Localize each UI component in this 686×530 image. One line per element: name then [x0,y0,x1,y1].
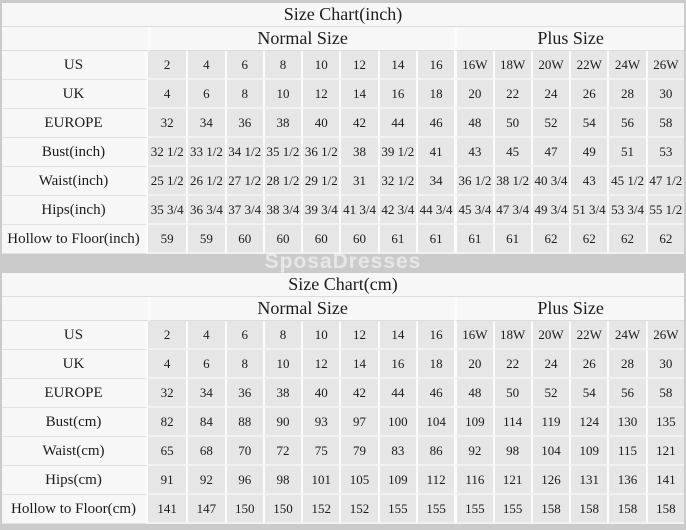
value-cell: 22W [569,51,607,80]
value-cell: 47 [531,138,569,167]
value-cell: 155 [416,495,454,524]
value-cell: 39 1/2 [378,138,416,167]
value-cell: 44 3/4 [416,196,454,225]
value-cell: 6 [186,350,224,379]
value-cell: 18W [493,321,531,350]
value-cell: 56 [607,379,645,408]
value-cell: 47 3/4 [493,196,531,225]
value-cell: 62 [646,225,684,254]
value-cell: 49 [569,138,607,167]
table-row [2,80,684,109]
value-cell: 42 [339,379,377,408]
value-cell: 20 [454,80,492,109]
value-cell: 60 [339,225,377,254]
value-cell: 4 [186,51,224,80]
value-cell: 32 1/2 [148,138,186,167]
row-label: Hips(inch) [2,196,148,225]
value-cell: 112 [416,466,454,495]
value-cell: 109 [454,408,492,437]
value-cell: 141 [148,495,186,524]
table-row [2,321,684,350]
value-cell: 18 [416,350,454,379]
value-cell: 55 1/2 [646,196,684,225]
value-cell: 24W [607,321,645,350]
value-cell: 62 [569,225,607,254]
value-cell: 158 [531,495,569,524]
value-cell: 116 [454,466,492,495]
value-cell: 25 1/2 [148,167,186,196]
value-cell: 126 [531,466,569,495]
row-label: Waist(inch) [2,167,148,196]
value-cell: 56 [607,109,645,138]
value-cell: 155 [378,495,416,524]
value-cell: 12 [301,350,339,379]
row-label: UK [2,350,148,379]
value-cell: 31 [339,167,377,196]
value-cell: 30 [646,80,684,109]
size-chart-cm-table [2,273,684,524]
table-row [2,379,684,408]
value-cell: 24W [607,51,645,80]
value-cell: 82 [148,408,186,437]
value-cell: 60 [225,225,263,254]
value-cell: 54 [569,109,607,138]
value-cell: 136 [607,466,645,495]
value-cell: 68 [186,437,224,466]
value-cell: 14 [378,51,416,80]
row-label: EUROPE [2,109,148,138]
value-cell: 28 [607,80,645,109]
value-cell: 44 [378,379,416,408]
value-cell: 22 [493,350,531,379]
value-cell: 70 [225,437,263,466]
value-cell: 119 [531,408,569,437]
value-cell: 46 [416,379,454,408]
value-cell: 8 [225,80,263,109]
value-cell: 32 [148,379,186,408]
value-cell: 147 [186,495,224,524]
value-cell: 155 [493,495,531,524]
value-cell: 14 [378,321,416,350]
value-cell: 26 1/2 [186,167,224,196]
value-cell: 141 [646,466,684,495]
value-cell: 24 [531,350,569,379]
value-cell: 26 [569,350,607,379]
value-cell: 59 [186,225,224,254]
value-cell: 35 3/4 [148,196,186,225]
value-cell: 41 [416,138,454,167]
value-cell: 62 [607,225,645,254]
value-cell: 32 1/2 [378,167,416,196]
value-cell: 10 [263,350,301,379]
value-cell: 150 [225,495,263,524]
value-cell: 121 [646,437,684,466]
value-cell: 121 [493,466,531,495]
table-row [2,138,684,167]
value-cell: 90 [263,408,301,437]
value-cell: 75 [301,437,339,466]
value-cell: 8 [263,51,301,80]
value-cell: 16W [454,51,492,80]
value-cell: 84 [186,408,224,437]
corner-cell [2,297,148,321]
value-cell: 109 [378,466,416,495]
value-cell: 45 [493,138,531,167]
table-title: Size Chart(cm) [2,273,684,297]
column-group-row [2,27,684,51]
value-cell: 10 [301,51,339,80]
table-row [2,51,684,80]
value-cell: 50 [493,379,531,408]
value-cell: 60 [263,225,301,254]
value-cell: 40 [301,109,339,138]
value-cell: 88 [225,408,263,437]
value-cell: 61 [416,225,454,254]
value-cell: 51 3/4 [569,196,607,225]
value-cell: 36 [225,109,263,138]
value-cell: 20 [454,350,492,379]
row-label: Bust(cm) [2,408,148,437]
value-cell: 100 [378,408,416,437]
value-cell: 65 [148,437,186,466]
row-label: Bust(inch) [2,138,148,167]
value-cell: 45 3/4 [454,196,492,225]
table-row [2,466,684,495]
value-cell: 48 [454,379,492,408]
value-cell: 2 [148,51,186,80]
group-normal-size: Normal Size [148,297,454,321]
value-cell: 8 [225,350,263,379]
value-cell: 38 [339,138,377,167]
value-cell: 152 [339,495,377,524]
value-cell: 91 [148,466,186,495]
value-cell: 72 [263,437,301,466]
value-cell: 35 1/2 [263,138,301,167]
value-cell: 61 [493,225,531,254]
value-cell: 44 [378,109,416,138]
value-cell: 16 [378,80,416,109]
value-cell: 26W [646,321,684,350]
value-cell: 52 [531,379,569,408]
value-cell: 155 [454,495,492,524]
value-cell: 40 [301,379,339,408]
value-cell: 61 [378,225,416,254]
value-cell: 30 [646,350,684,379]
value-cell: 86 [416,437,454,466]
group-plus-size: Plus Size [454,297,684,321]
group-plus-size: Plus Size [454,27,684,51]
table-row [2,408,684,437]
value-cell: 104 [531,437,569,466]
value-cell: 96 [225,466,263,495]
value-cell: 40 3/4 [531,167,569,196]
value-cell: 130 [607,408,645,437]
value-cell: 38 1/2 [493,167,531,196]
value-cell: 83 [378,437,416,466]
value-cell: 38 [263,109,301,138]
value-cell: 152 [301,495,339,524]
value-cell: 62 [531,225,569,254]
group-normal-size: Normal Size [148,27,454,51]
value-cell: 36 [225,379,263,408]
value-cell: 18W [493,51,531,80]
row-label: EUROPE [2,379,148,408]
value-cell: 105 [339,466,377,495]
row-label: Hollow to Floor(inch) [2,225,148,254]
value-cell: 42 [339,109,377,138]
value-cell: 53 [646,138,684,167]
value-cell: 135 [646,408,684,437]
value-cell: 59 [148,225,186,254]
table-row [2,109,684,138]
value-cell: 61 [454,225,492,254]
row-label: US [2,321,148,350]
value-cell: 4 [148,80,186,109]
value-cell: 92 [186,466,224,495]
value-cell: 115 [607,437,645,466]
value-cell: 42 3/4 [378,196,416,225]
value-cell: 39 3/4 [301,196,339,225]
value-cell: 29 1/2 [301,167,339,196]
value-cell: 36 3/4 [186,196,224,225]
value-cell: 52 [531,109,569,138]
row-label: UK [2,80,148,109]
value-cell: 16 [416,51,454,80]
value-cell: 32 [148,109,186,138]
value-cell: 43 [569,167,607,196]
value-cell: 27 1/2 [225,167,263,196]
value-cell: 48 [454,109,492,138]
value-cell: 158 [607,495,645,524]
value-cell: 45 1/2 [607,167,645,196]
value-cell: 41 3/4 [339,196,377,225]
value-cell: 104 [416,408,454,437]
value-cell: 10 [263,80,301,109]
row-label: Hips(cm) [2,466,148,495]
corner-cell [2,27,148,51]
table-row [2,225,684,254]
value-cell: 12 [301,80,339,109]
value-cell: 51 [607,138,645,167]
value-cell: 124 [569,408,607,437]
table-row [2,350,684,379]
value-cell: 16 [416,321,454,350]
value-cell: 58 [646,379,684,408]
value-cell: 16 [378,350,416,379]
value-cell: 26 [569,80,607,109]
value-cell: 14 [339,80,377,109]
value-cell: 16W [454,321,492,350]
value-cell: 4 [186,321,224,350]
table-row [2,437,684,466]
watermark-text: SposaDresses [264,250,422,273]
value-cell: 24 [531,80,569,109]
value-cell: 54 [569,379,607,408]
value-cell: 38 [263,379,301,408]
value-cell: 12 [339,51,377,80]
value-cell: 158 [646,495,684,524]
value-cell: 8 [263,321,301,350]
value-cell: 22 [493,80,531,109]
table-row [2,196,684,225]
value-cell: 131 [569,466,607,495]
value-cell: 20W [531,51,569,80]
value-cell: 97 [339,408,377,437]
table-title-row [2,273,684,297]
value-cell: 6 [225,51,263,80]
value-cell: 4 [148,350,186,379]
value-cell: 12 [339,321,377,350]
value-cell: 33 1/2 [186,138,224,167]
value-cell: 101 [301,466,339,495]
value-cell: 92 [454,437,492,466]
value-cell: 34 [186,379,224,408]
value-cell: 34 [186,109,224,138]
value-cell: 50 [493,109,531,138]
value-cell: 150 [263,495,301,524]
column-group-row [2,297,684,321]
value-cell: 60 [301,225,339,254]
value-cell: 43 [454,138,492,167]
value-cell: 158 [569,495,607,524]
value-cell: 34 1/2 [225,138,263,167]
value-cell: 46 [416,109,454,138]
value-cell: 10 [301,321,339,350]
value-cell: 98 [493,437,531,466]
value-cell: 6 [225,321,263,350]
value-cell: 6 [186,80,224,109]
table-title: Size Chart(inch) [2,3,684,27]
value-cell: 2 [148,321,186,350]
value-cell: 28 [607,350,645,379]
table-row [2,495,684,524]
value-cell: 34 [416,167,454,196]
table-title-row [2,3,684,27]
value-cell: 38 3/4 [263,196,301,225]
value-cell: 14 [339,350,377,379]
value-cell: 37 3/4 [225,196,263,225]
value-cell: 18 [416,80,454,109]
value-cell: 26W [646,51,684,80]
value-cell: 49 3/4 [531,196,569,225]
value-cell: 58 [646,109,684,138]
value-cell: 53 3/4 [607,196,645,225]
value-cell: 98 [263,466,301,495]
value-cell: 109 [569,437,607,466]
value-cell: 22W [569,321,607,350]
row-label: US [2,51,148,80]
row-label: Waist(cm) [2,437,148,466]
value-cell: 93 [301,408,339,437]
value-cell: 20W [531,321,569,350]
row-label: Hollow to Floor(cm) [2,495,148,524]
table-row [2,167,684,196]
value-cell: 36 1/2 [454,167,492,196]
value-cell: 79 [339,437,377,466]
size-chart-inch-table [2,3,684,254]
value-cell: 47 1/2 [646,167,684,196]
value-cell: 114 [493,408,531,437]
value-cell: 36 1/2 [301,138,339,167]
value-cell: 28 1/2 [263,167,301,196]
